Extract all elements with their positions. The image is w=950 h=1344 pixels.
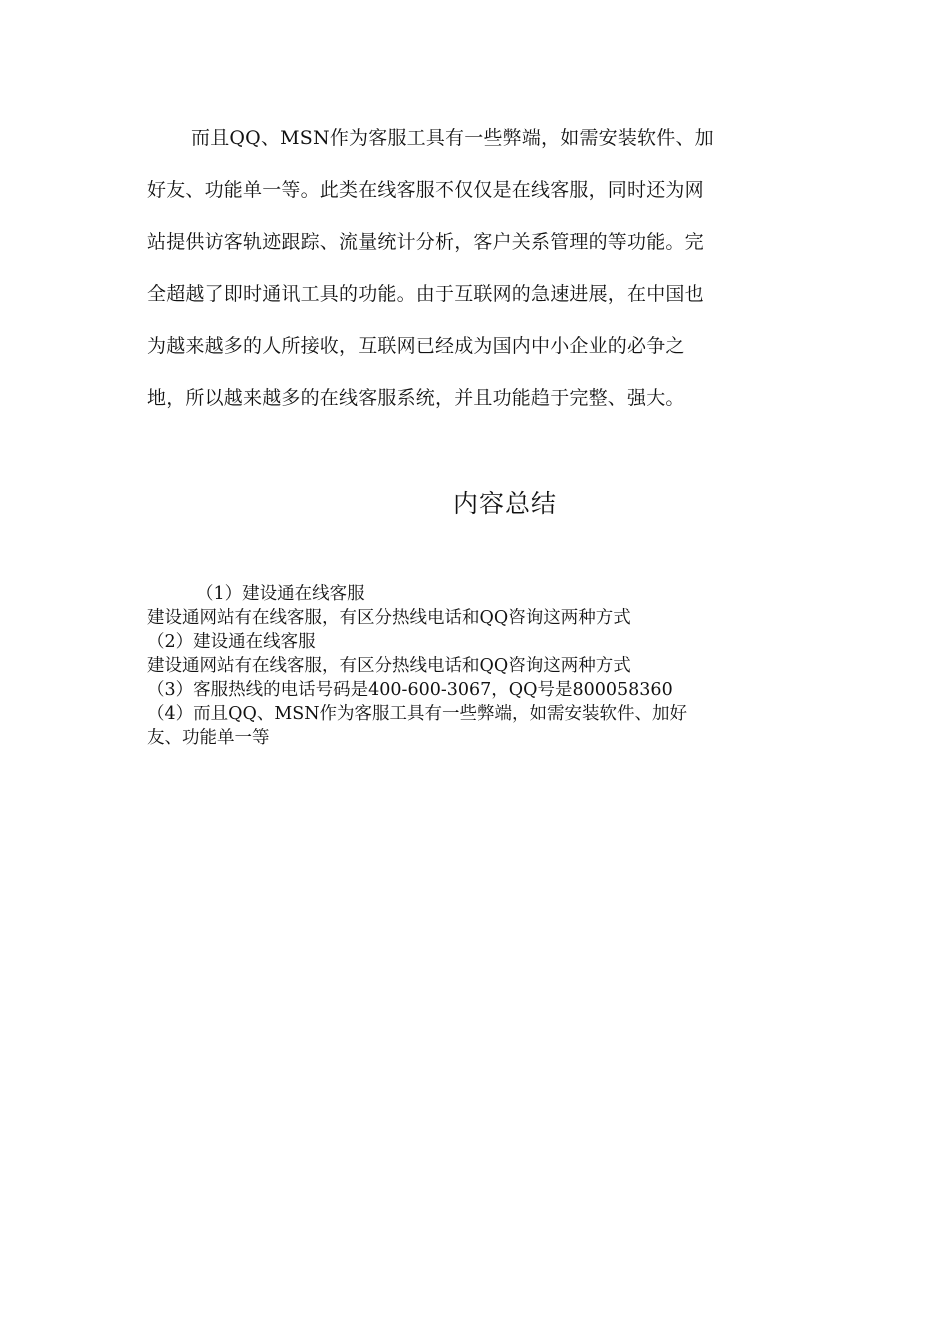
body-line: 地，所以越来越多的在线客服系统，并且功能趋于完整、强大。 — [147, 387, 685, 409]
summary-line: 建设通网站有在线客服，有区分热线电话和QQ咨询这两种方式 — [147, 656, 631, 676]
summary-line: （1）建设通在线客服 — [196, 584, 365, 604]
body-line: 全超越了即时通讯工具的功能。由于互联网的急速进展，在中国也 — [147, 283, 704, 305]
body-line: 好友、功能单一等。此类在线客服不仅仅是在线客服，同时还为网 — [147, 179, 704, 201]
summary-line: （3）客服热线的电话号码是400-600-3067，QQ号是800058360 — [147, 680, 673, 700]
body-line: 站提供访客轨迹跟踪、流量统计分析，客户关系管理的等功能。完 — [147, 231, 704, 253]
summary-line: 建设通网站有在线客服，有区分热线电话和QQ咨询这两种方式 — [147, 608, 631, 628]
summary-line: （4）而且QQ、MSN作为客服工具有一些弊端，如需安装软件、加好 — [147, 704, 688, 724]
summary-line: （2）建设通在线客服 — [147, 632, 316, 652]
body-paragraph — [147, 120, 807, 432]
body-line: 而且QQ、MSN作为客服工具有一些弊端，如需安装软件、加 — [191, 127, 714, 149]
summary-list — [147, 582, 807, 750]
body-line: 为越来越多的人所接收，互联网已经成为国内中小企业的必争之 — [147, 335, 685, 357]
summary-line: 友、功能单一等 — [147, 728, 270, 748]
summary-heading: 内容总结 — [452, 489, 557, 518]
